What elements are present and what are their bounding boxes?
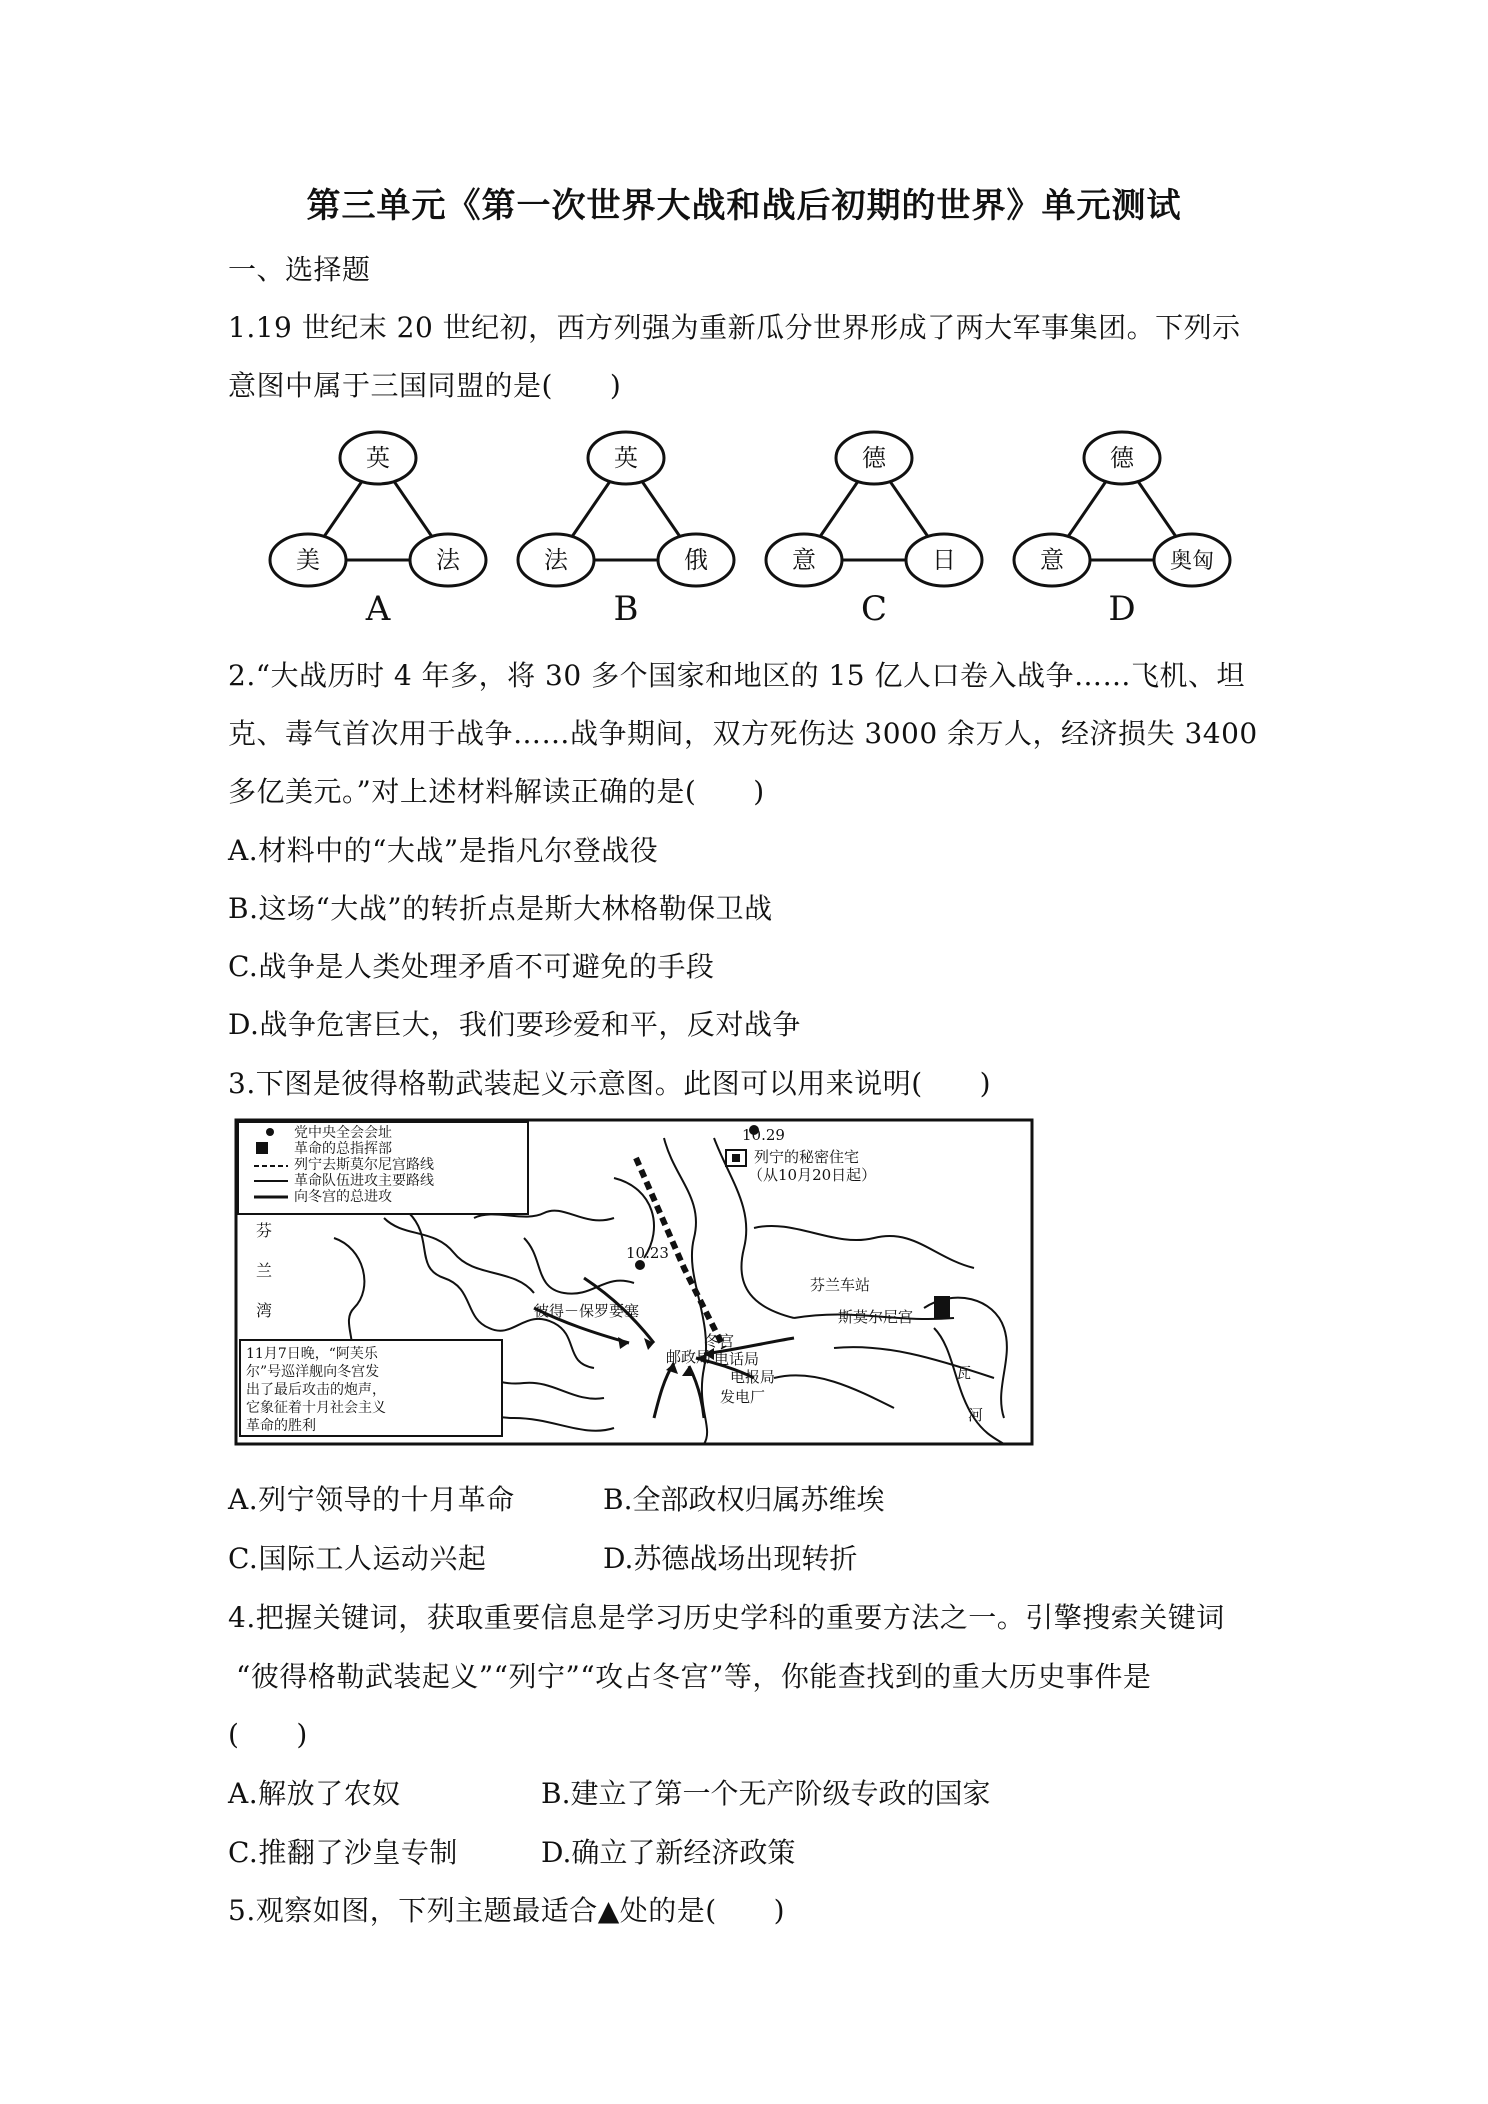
q4-option-c: C.推翻了沙皇专制	[228, 1836, 458, 1869]
map-smolny-label: 斯莫尔尼宫	[838, 1308, 914, 1326]
map-telegraph-label: 电报局	[730, 1368, 776, 1386]
map-power-label: 发电厂	[720, 1388, 766, 1406]
q1-text-line1: 1.19 世纪末 20 世纪初，西方列强为重新瓜分世界形成了两大军事集团。下列示	[228, 311, 1241, 344]
map-lenin-house: 列宁的秘密住宅	[754, 1148, 860, 1166]
map-river-char-1: 瓦	[956, 1364, 972, 1382]
q3-text-line1: 3.下图是彼得格勒武装起义示意图。此图可以用来说明( )	[228, 1067, 992, 1100]
diagram-a-right-label: 法	[436, 546, 460, 574]
q4-text-line3: ( )	[228, 1718, 308, 1751]
map-note-line5: 革命的胜利	[246, 1418, 316, 1434]
diagram-d-right-label: 奥匈	[1169, 549, 1215, 574]
map-river-char-2: 河	[968, 1406, 984, 1424]
q3-petrograd-uprising-map	[234, 1118, 1034, 1446]
q4-text-line2: “彼得格勒武装起义”“列宁”“攻占冬宫”等，你能查找到的重大历史事件是	[236, 1660, 1152, 1693]
map-date-1029: 10.29	[742, 1126, 785, 1144]
legend-meeting-marker	[266, 1128, 274, 1136]
map-post-label: 邮政局	[666, 1348, 712, 1366]
diagram-c-letter: C	[860, 589, 888, 629]
section-heading: 一、选择题	[228, 253, 371, 286]
map-gulf-char-2: 兰	[256, 1261, 273, 1280]
q4-option-b: B.建立了第一个无产阶级专政的国家	[541, 1777, 991, 1810]
map-station-label: 芬兰车站	[810, 1276, 871, 1294]
q3-option-d: D.苏德战场出现转折	[603, 1542, 858, 1575]
legend-hq-marker	[256, 1142, 268, 1154]
diagram-c-right-label: 日	[932, 546, 956, 574]
legend-item-5: 向冬宫的总进攻	[294, 1189, 392, 1205]
q2-text-line2: 克、毒气首次用于战争……战争期间，双方死伤达 3000 余万人，经济损失 3400	[228, 717, 1258, 750]
diagram-a-letter: A	[365, 589, 391, 629]
map-date-1023: 10.23	[626, 1244, 669, 1262]
map-lenin-house-sub: （从10月20日起）	[748, 1166, 877, 1184]
q3-option-c: C.国际工人运动兴起	[228, 1542, 487, 1575]
map-note-line3: 出了最后攻击的炮声，	[246, 1382, 386, 1398]
diagram-b-letter: B	[613, 589, 639, 629]
q4-option-a: A.解放了农奴	[228, 1777, 401, 1810]
q4-option-d: D.确立了新经济政策	[541, 1836, 796, 1869]
map-gulf-char-3: 湾	[256, 1301, 273, 1320]
map-note-line4: 它象征着十月社会主义	[246, 1400, 386, 1416]
q1-alliance-diagrams	[250, 410, 1270, 630]
map-note-line2: 尔”号巡洋舰向冬宫发	[246, 1364, 380, 1380]
q2-option-b: B.这场“大战”的转折点是斯大林格勒保卫战	[228, 892, 773, 925]
q2-option-a: A.材料中的“大战”是指凡尔登战役	[228, 834, 659, 867]
diagram-b-top-label: 英	[614, 444, 638, 472]
diagram-a-left-label: 美	[296, 546, 320, 574]
map-winter-palace-label: 冬宫	[704, 1332, 735, 1350]
map-telephone-label: 电话局	[714, 1350, 760, 1368]
diagram-d-letter: D	[1108, 589, 1136, 629]
page-title: 第三单元《第一次世界大战和战后初期的世界》单元测试	[306, 186, 1182, 226]
q2-text-line1: 2.“大战历时 4 年多，将 30 多个国家和地区的 15 亿人口卷入战争……飞机、坦	[228, 659, 1246, 692]
diagram-c-top-label: 德	[862, 444, 886, 472]
q4-text-line1: 4.把握关键词，获取重要信息是学习历史学科的重要方法之一。引擎搜索关键词	[228, 1601, 1225, 1634]
legend-item-2: 革命的总指挥部	[294, 1141, 392, 1157]
q3-option-b: B.全部政权归属苏维埃	[603, 1483, 885, 1516]
diagram-b-right-label: 俄	[684, 546, 708, 574]
diagram-d-left-label: 意	[1040, 546, 1064, 574]
map-note-line1: 11月7日晚，“阿芙乐	[246, 1346, 378, 1362]
q2-text-line3: 多亿美元。”对上述材料解读正确的是( )	[228, 775, 765, 808]
legend-item-3: 列宁去斯莫尔尼宫路线	[294, 1157, 434, 1173]
diagram-b-left-label: 法	[544, 546, 568, 574]
q1-text-line2: 意图中属于三国同盟的是( )	[228, 369, 622, 402]
q2-option-d: D.战争危害巨大，我们要珍爱和平，反对战争	[228, 1008, 801, 1041]
legend-item-4: 革命队伍进攻主要路线	[294, 1173, 434, 1189]
legend-item-1: 党中央全会会址	[294, 1125, 392, 1141]
q2-option-c: C.战争是人类处理矛盾不可避免的手段	[228, 950, 715, 983]
q3-option-a: A.列宁领导的十月革命	[228, 1483, 515, 1516]
q5-text-line1: 5.观察如图，下列主题最适合▲处的是( )	[228, 1894, 786, 1927]
map-gulf-char-1: 芬	[256, 1221, 273, 1240]
map-fortress-label: 彼得－保罗要塞	[534, 1302, 640, 1320]
diagram-d-top-label: 德	[1110, 444, 1134, 472]
diagram-c-left-label: 意	[792, 546, 816, 574]
diagram-a-top-label: 英	[366, 444, 390, 472]
